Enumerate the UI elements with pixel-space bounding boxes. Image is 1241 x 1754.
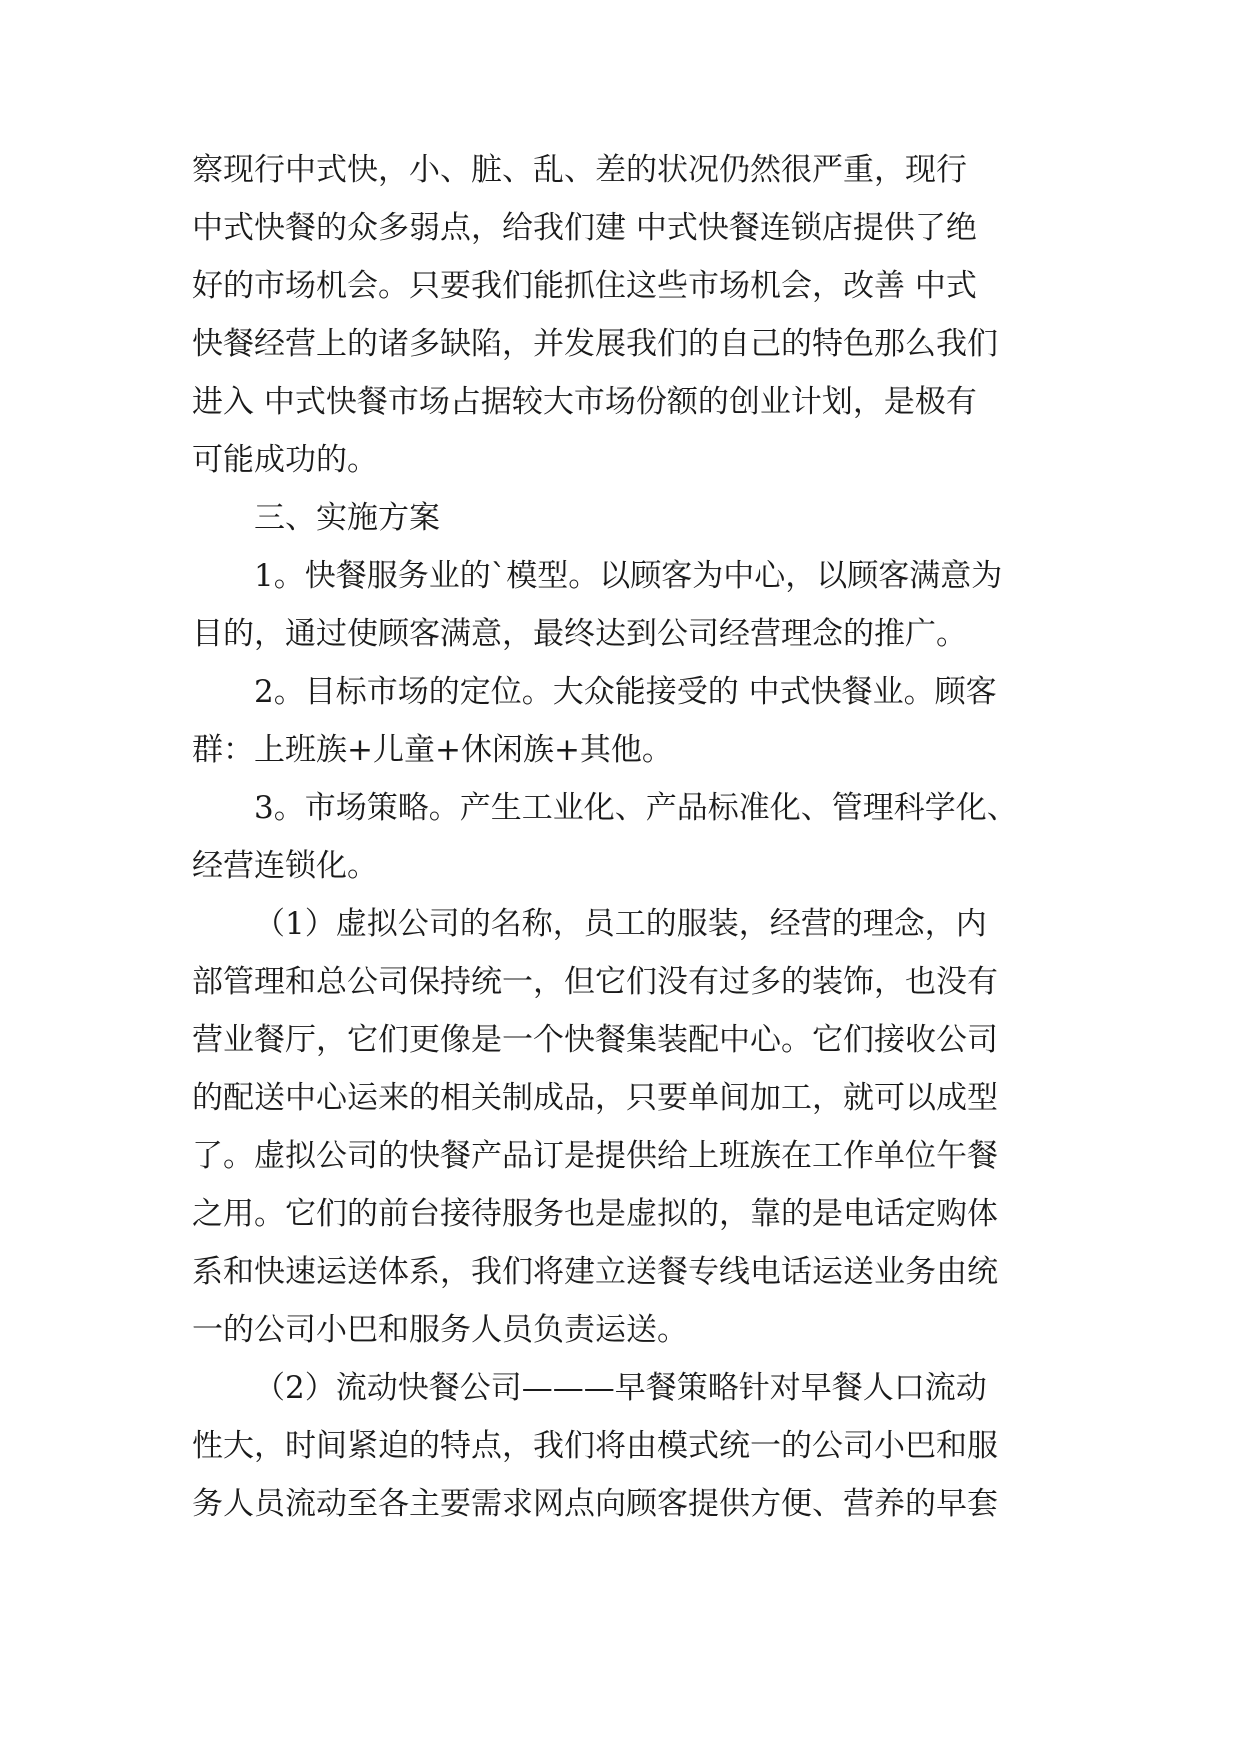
paragraph-line: 营业餐厅，它们更像是一个快餐集装配中心。它们接收公司 bbox=[192, 1022, 998, 1058]
paragraph-line: 快餐经营上的诸多缺陷，并发展我们的自己的特色那么我们 bbox=[192, 326, 998, 362]
paragraph-line: 3。市场策略。产生工业化、产品标准化、管理科学化、 bbox=[254, 790, 1018, 826]
paragraph-line: 务人员流动至各主要需求网点向顾客提供方便、营养的早套 bbox=[192, 1486, 998, 1522]
paragraph-line: 2。目标市场的定位。大众能接受的 中式快餐业。顾客 bbox=[254, 674, 997, 710]
paragraph-line: 察现行中式快，小、脏、乱、差的状况仍然很严重，现行 bbox=[192, 152, 967, 188]
paragraph-line: 经营连锁化。 bbox=[192, 848, 378, 884]
paragraph-line: 之用。它们的前台接待服务也是虚拟的，靠的是电话定购体 bbox=[192, 1196, 998, 1232]
paragraph-line: 的配送中心运来的相关制成品，只要单间加工，就可以成型 bbox=[192, 1080, 998, 1116]
paragraph-line: 中式快餐的众多弱点，给我们建 中式快餐连锁店提供了绝 bbox=[192, 210, 977, 246]
paragraph-line: （2）流动快餐公司———早餐策略针对早餐人口流动 bbox=[254, 1370, 987, 1406]
paragraph-line: 性大，时间紧迫的特点，我们将由模式统一的公司小巴和服 bbox=[192, 1428, 998, 1464]
paragraph-line: 目的，通过使顾客满意，最终达到公司经营理念的推广。 bbox=[192, 616, 967, 652]
paragraph-line: （1）虚拟公司的名称，员工的服装，经营的理念，内 bbox=[254, 906, 987, 942]
section-heading: 三、实施方案 bbox=[254, 500, 440, 536]
paragraph-line: 好的市场机会。只要我们能抓住这些市场机会，改善 中式 bbox=[192, 268, 977, 304]
paragraph-line: 了。虚拟公司的快餐产品订是提供给上班族在工作单位午餐 bbox=[192, 1138, 998, 1174]
paragraph-line: 部管理和总公司保持统一，但它们没有过多的装饰，也没有 bbox=[192, 964, 998, 1000]
paragraph-line: 一的公司小巴和服务人员负责运送。 bbox=[192, 1312, 688, 1348]
paragraph-line: 系和快速运送体系，我们将建立送餐专线电话运送业务由统 bbox=[192, 1254, 998, 1290]
paragraph-line: 可能成功的。 bbox=[192, 442, 378, 478]
paragraph-line: 1。快餐服务业的`模型。以顾客为中心，以顾客满意为 bbox=[254, 558, 1003, 594]
paragraph-line: 群：上班族+儿童+休闲族+其他。 bbox=[192, 732, 673, 768]
paragraph-line: 进入 中式快餐市场占据较大市场份额的创业计划，是极有 bbox=[192, 384, 977, 420]
